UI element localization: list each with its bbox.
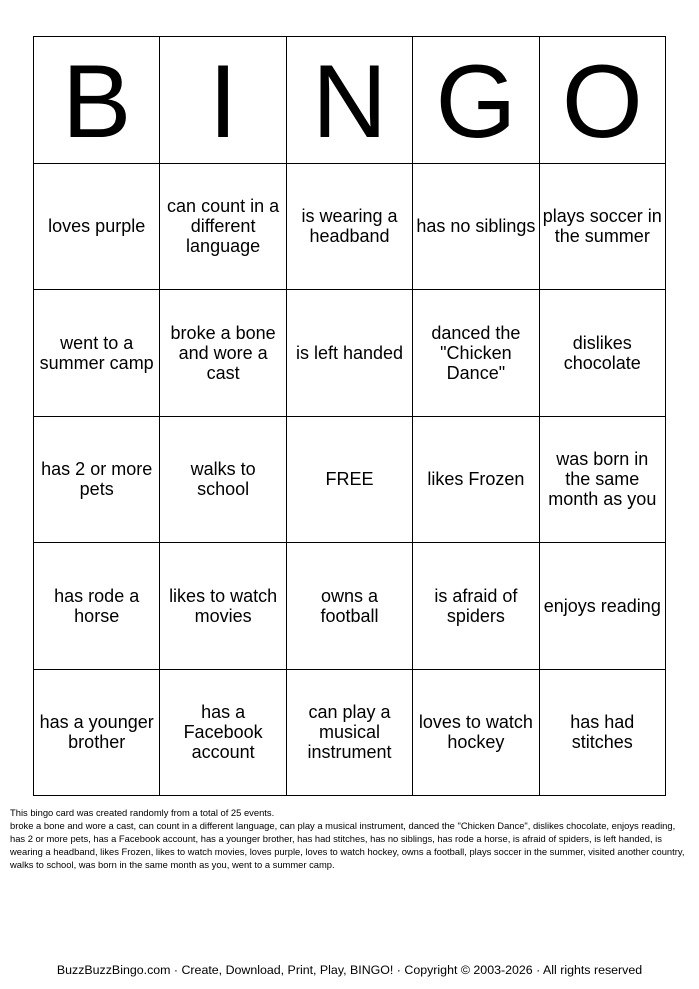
bingo-cell-r2-c4: danced the "Chicken Dance": [413, 290, 539, 417]
bingo-cell-r2-c5: dislikes chocolate: [540, 290, 666, 417]
header-letter-g: G: [413, 37, 539, 164]
bingo-cell-r4-c3: owns a football: [287, 543, 413, 670]
bingo-cell-r3-c4: likes Frozen: [413, 417, 539, 544]
footer-copyright: BuzzBuzzBingo.com · Create, Download, Print, Play, BINGO! · Copyright © 2003-2026 · All rights reserved: [56, 963, 643, 977]
bingo-cell-r4-c2: likes to watch movies: [160, 543, 286, 670]
free-space: FREE: [287, 417, 413, 544]
bingo-cell-r4-c1: has rode a horse: [34, 543, 160, 670]
notes-event-list: broke a bone and wore a cast, can count in a different language, can play a musical instrument, danced the "Chicken Dance", dislikes chocolate, enjoys reading, has 2 or more pets, has a Facebook account, has a younger brother, has had stitches, has no siblings, has rode a horse, is afraid of spiders, is left handed, is wearing a headband, likes Frozen, likes to watch movies, loves purple, loves to watch hockey, owns a football, plays soccer in the summer, visited another country, walks to school, was born in the same month as you, went to a summer camp.: [10, 820, 685, 870]
header-letter-n: N: [287, 37, 413, 164]
bingo-cell-r3-c1: has 2 or more pets: [34, 417, 160, 544]
header-letter-i: I: [160, 37, 286, 164]
bingo-cell-r5-c4: loves to watch hockey: [413, 670, 539, 797]
bingo-cell-r5-c2: has a Facebook account: [160, 670, 286, 797]
bingo-cell-r1-c2: can count in a different language: [160, 164, 286, 291]
bingo-cell-r4-c5: enjoys reading: [540, 543, 666, 670]
bingo-cell-r3-c5: was born in the same month as you: [540, 417, 666, 544]
bingo-cell-r3-c2: walks to school: [160, 417, 286, 544]
notes-intro: This bingo card was created randomly from a total of 25 events.: [10, 807, 275, 818]
header-letter-b: B: [34, 37, 160, 164]
bingo-cell-r2-c1: went to a summer camp: [34, 290, 160, 417]
header-letter-o: O: [540, 37, 666, 164]
bingo-card: [33, 36, 666, 796]
bingo-cell-r5-c3: can play a musical instrument: [287, 670, 413, 797]
bingo-cell-r1-c4: has no siblings: [413, 164, 539, 291]
bingo-cell-r5-c5: has had stitches: [540, 670, 666, 797]
bingo-cell-r2-c3: is left handed: [287, 290, 413, 417]
bingo-cell-r5-c1: has a younger brother: [34, 670, 160, 797]
bingo-cell-r2-c2: broke a bone and wore a cast: [160, 290, 286, 417]
card-notes: [10, 806, 690, 871]
bingo-cell-r1-c5: plays soccer in the summer: [540, 164, 666, 291]
bingo-cell-r4-c4: is afraid of spiders: [413, 543, 539, 670]
bingo-cell-r1-c3: is wearing a headband: [287, 164, 413, 291]
bingo-cell-r1-c1: loves purple: [34, 164, 160, 291]
